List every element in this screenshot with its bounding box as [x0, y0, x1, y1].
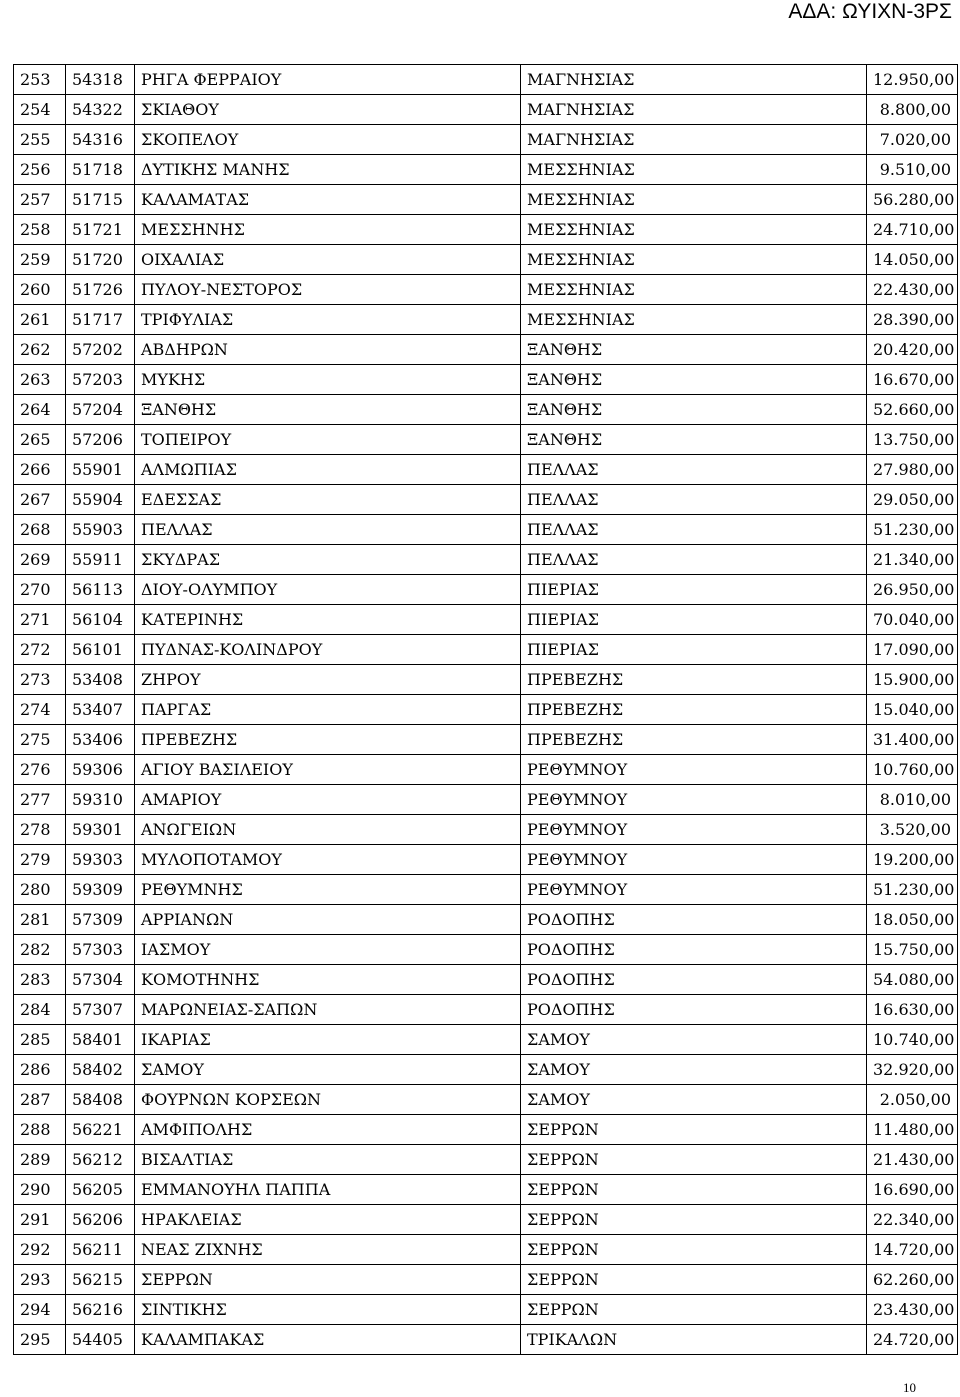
municipality-name-cell: ΠΑΡΓΑΣ [135, 695, 521, 725]
table-row [14, 515, 958, 545]
amount-cell: 20.420,00 [867, 335, 958, 365]
municipality-code-cell: 51718 [66, 155, 135, 185]
amount-cell: 24.720,00 [867, 1325, 958, 1355]
municipality-name-cell: ΣΕΡΡΩΝ [135, 1265, 521, 1295]
amount-cell: 31.400,00 [867, 725, 958, 755]
prefecture-cell: ΜΕΣΣΗΝΙΑΣ [521, 155, 867, 185]
row-number-cell: 283 [14, 965, 66, 995]
row-number-cell: 266 [14, 455, 66, 485]
municipality-name-cell: ΗΡΑΚΛΕΙΑΣ [135, 1205, 521, 1235]
amount-cell: 70.040,00 [867, 605, 958, 635]
prefecture-cell: ΜΑΓΝΗΣΙΑΣ [521, 95, 867, 125]
row-number-cell: 260 [14, 275, 66, 305]
amount-cell: 16.670,00 [867, 365, 958, 395]
table-row [14, 185, 958, 215]
prefecture-cell: ΡΕΘΥΜΝΟΥ [521, 875, 867, 905]
row-number-cell: 270 [14, 575, 66, 605]
row-number-cell: 269 [14, 545, 66, 575]
table-row [14, 635, 958, 665]
municipality-name-cell: ΡΗΓΑ ΦΕΡΡΑΙΟΥ [135, 65, 521, 95]
municipality-code-cell: 53407 [66, 695, 135, 725]
municipality-name-cell: ΔΙΟΥ-ΟΛΥΜΠΟΥ [135, 575, 521, 605]
municipality-name-cell: ΦΟΥΡΝΩΝ ΚΟΡΣΕΩΝ [135, 1085, 521, 1115]
amount-cell: 11.480,00 [867, 1115, 958, 1145]
table-row [14, 335, 958, 365]
row-number-cell: 265 [14, 425, 66, 455]
municipality-name-cell: ΙΑΣΜΟΥ [135, 935, 521, 965]
table-row [14, 1115, 958, 1145]
prefecture-cell: ΣΑΜΟΥ [521, 1055, 867, 1085]
row-number-cell: 277 [14, 785, 66, 815]
prefecture-cell: ΡΟΔΟΠΗΣ [521, 995, 867, 1025]
table-row [14, 785, 958, 815]
row-number-cell: 288 [14, 1115, 66, 1145]
municipality-name-cell: ΕΜΜΑΝΟΥΗΛ ΠΑΠΠΑ [135, 1175, 521, 1205]
table-row [14, 425, 958, 455]
table-row [14, 875, 958, 905]
municipality-name-cell: ΔΥΤΙΚΗΣ ΜΑΝΗΣ [135, 155, 521, 185]
table-row [14, 1265, 958, 1295]
municipality-code-cell: 51721 [66, 215, 135, 245]
prefecture-cell: ΠΕΛΛΑΣ [521, 545, 867, 575]
municipality-code-cell: 55903 [66, 515, 135, 545]
prefecture-cell: ΠΡΕΒΕΖΗΣ [521, 725, 867, 755]
municipality-name-cell: ΣΚΙΑΘΟΥ [135, 95, 521, 125]
municipality-name-cell: ΒΙΣΑΛΤΙΑΣ [135, 1145, 521, 1175]
row-number-cell: 281 [14, 905, 66, 935]
prefecture-cell: ΜΑΓΝΗΣΙΑΣ [521, 65, 867, 95]
amount-cell: 15.750,00 [867, 935, 958, 965]
municipality-name-cell: ΣΚΥΔΡΑΣ [135, 545, 521, 575]
municipality-code-cell: 59301 [66, 815, 135, 845]
row-number-cell: 294 [14, 1295, 66, 1325]
row-number-cell: 295 [14, 1325, 66, 1355]
municipality-code-cell: 51726 [66, 275, 135, 305]
municipality-name-cell: ΠΥΔΝΑΣ-ΚΟΛΙΝΔΡΟΥ [135, 635, 521, 665]
prefecture-cell: ΠΙΕΡΙΑΣ [521, 635, 867, 665]
municipality-name-cell: ΑΝΩΓΕΙΩΝ [135, 815, 521, 845]
amount-cell: 51.230,00 [867, 515, 958, 545]
prefecture-cell: ΡΟΔΟΠΗΣ [521, 935, 867, 965]
prefecture-cell: ΣΑΜΟΥ [521, 1025, 867, 1055]
amount-cell: 56.280,00 [867, 185, 958, 215]
municipality-name-cell: ΚΑΤΕΡΙΝΗΣ [135, 605, 521, 635]
row-number-cell: 276 [14, 755, 66, 785]
municipality-code-cell: 56206 [66, 1205, 135, 1235]
row-number-cell: 253 [14, 65, 66, 95]
municipality-name-cell: ΝΕΑΣ ΖΙΧΝΗΣ [135, 1235, 521, 1265]
municipality-name-cell: ΣΙΝΤΙΚΗΣ [135, 1295, 521, 1325]
prefecture-cell: ΠΙΕΡΙΑΣ [521, 575, 867, 605]
table-row [14, 605, 958, 635]
municipality-name-cell: ΟΙΧΑΛΙΑΣ [135, 245, 521, 275]
municipality-code-cell: 53406 [66, 725, 135, 755]
table-row [14, 125, 958, 155]
prefecture-cell: ΡΕΘΥΜΝΟΥ [521, 845, 867, 875]
table-row [14, 1205, 958, 1235]
amount-cell: 10.760,00 [867, 755, 958, 785]
prefecture-cell: ΡΕΘΥΜΝΟΥ [521, 785, 867, 815]
table-row [14, 1325, 958, 1355]
amount-cell: 8.010,00 [867, 785, 958, 815]
row-number-cell: 292 [14, 1235, 66, 1265]
prefecture-cell: ΣΕΡΡΩΝ [521, 1145, 867, 1175]
amount-cell: 32.920,00 [867, 1055, 958, 1085]
municipality-name-cell: ΑΜΑΡΙΟΥ [135, 785, 521, 815]
prefecture-cell: ΡΕΘΥΜΝΟΥ [521, 755, 867, 785]
municipality-name-cell: ΚΑΛΑΜΑΤΑΣ [135, 185, 521, 215]
row-number-cell: 289 [14, 1145, 66, 1175]
row-number-cell: 268 [14, 515, 66, 545]
table-row [14, 275, 958, 305]
municipality-name-cell: ΙΚΑΡΙΑΣ [135, 1025, 521, 1055]
municipality-name-cell: ΖΗΡΟΥ [135, 665, 521, 695]
municipality-code-cell: 56215 [66, 1265, 135, 1295]
prefecture-cell: ΠΡΕΒΕΖΗΣ [521, 695, 867, 725]
table-row [14, 395, 958, 425]
row-number-cell: 271 [14, 605, 66, 635]
municipality-code-cell: 57307 [66, 995, 135, 1025]
amount-cell: 7.020,00 [867, 125, 958, 155]
municipality-code-cell: 55901 [66, 455, 135, 485]
amount-cell: 14.720,00 [867, 1235, 958, 1265]
row-number-cell: 255 [14, 125, 66, 155]
table-row [14, 575, 958, 605]
row-number-cell: 291 [14, 1205, 66, 1235]
row-number-cell: 267 [14, 485, 66, 515]
amount-cell: 10.740,00 [867, 1025, 958, 1055]
ada-code: ΑΔΑ: ΩΥΙΧΝ-3ΡΣ [788, 0, 952, 23]
municipality-name-cell: ΡΕΘΥΜΝΗΣ [135, 875, 521, 905]
row-number-cell: 282 [14, 935, 66, 965]
table-row [14, 95, 958, 125]
table-row [14, 1295, 958, 1325]
municipality-code-cell: 57204 [66, 395, 135, 425]
prefecture-cell: ΜΕΣΣΗΝΙΑΣ [521, 305, 867, 335]
row-number-cell: 274 [14, 695, 66, 725]
prefecture-cell: ΞΑΝΘΗΣ [521, 425, 867, 455]
prefecture-cell: ΣΕΡΡΩΝ [521, 1295, 867, 1325]
municipality-code-cell: 56216 [66, 1295, 135, 1325]
prefecture-cell: ΣΕΡΡΩΝ [521, 1115, 867, 1145]
prefecture-cell: ΠΡΕΒΕΖΗΣ [521, 665, 867, 695]
table-row [14, 485, 958, 515]
prefecture-cell: ΠΙΕΡΙΑΣ [521, 605, 867, 635]
municipality-name-cell: ΠΥΛΟΥ-ΝΕΣΤΟΡΟΣ [135, 275, 521, 305]
prefecture-cell: ΡΕΘΥΜΝΟΥ [521, 815, 867, 845]
table-row [14, 1145, 958, 1175]
municipality-code-cell: 56211 [66, 1235, 135, 1265]
municipality-name-cell: ΤΟΠΕΙΡΟΥ [135, 425, 521, 455]
amount-cell: 16.630,00 [867, 995, 958, 1025]
table-row [14, 905, 958, 935]
municipality-code-cell: 56104 [66, 605, 135, 635]
amount-cell: 18.050,00 [867, 905, 958, 935]
municipality-name-cell: ΚΟΜΟΤΗΝΗΣ [135, 965, 521, 995]
amount-cell: 26.950,00 [867, 575, 958, 605]
municipality-code-cell: 57304 [66, 965, 135, 995]
row-number-cell: 287 [14, 1085, 66, 1115]
table-row [14, 965, 958, 995]
amount-cell: 17.090,00 [867, 635, 958, 665]
municipality-name-cell: ΞΑΝΘΗΣ [135, 395, 521, 425]
table-row [14, 1055, 958, 1085]
municipality-code-cell: 56212 [66, 1145, 135, 1175]
municipality-code-cell: 58408 [66, 1085, 135, 1115]
amount-cell: 21.340,00 [867, 545, 958, 575]
amount-cell: 3.520,00 [867, 815, 958, 845]
amount-cell: 13.750,00 [867, 425, 958, 455]
municipality-name-cell: ΜΕΣΣΗΝΗΣ [135, 215, 521, 245]
municipality-name-cell: ΕΔΕΣΣΑΣ [135, 485, 521, 515]
municipality-name-cell: ΜΥΚΗΣ [135, 365, 521, 395]
municipality-code-cell: 56113 [66, 575, 135, 605]
amount-cell: 28.390,00 [867, 305, 958, 335]
table-row [14, 1085, 958, 1115]
allocation-table [13, 64, 958, 1355]
amount-cell: 19.200,00 [867, 845, 958, 875]
prefecture-cell: ΣΑΜΟΥ [521, 1085, 867, 1115]
municipality-name-cell: ΜΥΛΟΠΟΤΑΜΟΥ [135, 845, 521, 875]
prefecture-cell: ΣΕΡΡΩΝ [521, 1235, 867, 1265]
row-number-cell: 262 [14, 335, 66, 365]
amount-cell: 52.660,00 [867, 395, 958, 425]
municipality-code-cell: 57303 [66, 935, 135, 965]
municipality-code-cell: 53408 [66, 665, 135, 695]
municipality-code-cell: 57309 [66, 905, 135, 935]
amount-cell: 12.950,00 [867, 65, 958, 95]
row-number-cell: 272 [14, 635, 66, 665]
amount-cell: 8.800,00 [867, 95, 958, 125]
amount-cell: 23.430,00 [867, 1295, 958, 1325]
municipality-name-cell: ΑΡΡΙΑΝΩΝ [135, 905, 521, 935]
prefecture-cell: ΣΕΡΡΩΝ [521, 1175, 867, 1205]
amount-cell: 15.040,00 [867, 695, 958, 725]
municipality-code-cell: 59309 [66, 875, 135, 905]
prefecture-cell: ΠΕΛΛΑΣ [521, 455, 867, 485]
prefecture-cell: ΜΕΣΣΗΝΙΑΣ [521, 215, 867, 245]
municipality-code-cell: 56101 [66, 635, 135, 665]
prefecture-cell: ΣΕΡΡΩΝ [521, 1205, 867, 1235]
municipality-name-cell: ΠΕΛΛΑΣ [135, 515, 521, 545]
municipality-code-cell: 54316 [66, 125, 135, 155]
table-row [14, 215, 958, 245]
amount-cell: 15.900,00 [867, 665, 958, 695]
municipality-code-cell: 58401 [66, 1025, 135, 1055]
page-number: 10 [903, 1380, 916, 1395]
table-row [14, 665, 958, 695]
table-row [14, 815, 958, 845]
municipality-code-cell: 59310 [66, 785, 135, 815]
row-number-cell: 263 [14, 365, 66, 395]
amount-cell: 22.340,00 [867, 1205, 958, 1235]
municipality-code-cell: 51720 [66, 245, 135, 275]
amount-cell: 54.080,00 [867, 965, 958, 995]
municipality-code-cell: 57203 [66, 365, 135, 395]
prefecture-cell: ΡΟΔΟΠΗΣ [521, 905, 867, 935]
amount-cell: 16.690,00 [867, 1175, 958, 1205]
municipality-name-cell: ΤΡΙΦΥΛΙΑΣ [135, 305, 521, 335]
table-row [14, 1235, 958, 1265]
municipality-name-cell: ΚΑΛΑΜΠΑΚΑΣ [135, 1325, 521, 1355]
table-row [14, 365, 958, 395]
municipality-code-cell: 51717 [66, 305, 135, 335]
table-row [14, 305, 958, 335]
municipality-name-cell: ΑΒΔΗΡΩΝ [135, 335, 521, 365]
municipality-code-cell: 54322 [66, 95, 135, 125]
municipality-code-cell: 59306 [66, 755, 135, 785]
prefecture-cell: ΠΕΛΛΑΣ [521, 485, 867, 515]
table-row [14, 65, 958, 95]
row-number-cell: 261 [14, 305, 66, 335]
municipality-code-cell: 55904 [66, 485, 135, 515]
table-row [14, 245, 958, 275]
municipality-name-cell: ΣΚΟΠΕΛΟΥ [135, 125, 521, 155]
row-number-cell: 264 [14, 395, 66, 425]
row-number-cell: 257 [14, 185, 66, 215]
prefecture-cell: ΡΟΔΟΠΗΣ [521, 965, 867, 995]
amount-cell: 27.980,00 [867, 455, 958, 485]
amount-cell: 14.050,00 [867, 245, 958, 275]
municipality-name-cell: ΑΜΦΙΠΟΛΗΣ [135, 1115, 521, 1145]
municipality-code-cell: 56205 [66, 1175, 135, 1205]
row-number-cell: 284 [14, 995, 66, 1025]
municipality-code-cell: 59303 [66, 845, 135, 875]
row-number-cell: 286 [14, 1055, 66, 1085]
municipality-code-cell: 58402 [66, 1055, 135, 1085]
amount-cell: 21.430,00 [867, 1145, 958, 1175]
amount-cell: 62.260,00 [867, 1265, 958, 1295]
row-number-cell: 280 [14, 875, 66, 905]
table-row [14, 545, 958, 575]
municipality-name-cell: ΑΓΙΟΥ ΒΑΣΙΛΕΙΟΥ [135, 755, 521, 785]
municipality-code-cell: 55911 [66, 545, 135, 575]
table-row [14, 725, 958, 755]
prefecture-cell: ΜΑΓΝΗΣΙΑΣ [521, 125, 867, 155]
municipality-code-cell: 57202 [66, 335, 135, 365]
row-number-cell: 259 [14, 245, 66, 275]
prefecture-cell: ΞΑΝΘΗΣ [521, 365, 867, 395]
row-number-cell: 275 [14, 725, 66, 755]
table-row [14, 455, 958, 485]
table-row [14, 1025, 958, 1055]
row-number-cell: 285 [14, 1025, 66, 1055]
row-number-cell: 293 [14, 1265, 66, 1295]
prefecture-cell: ΜΕΣΣΗΝΙΑΣ [521, 245, 867, 275]
table-row [14, 845, 958, 875]
row-number-cell: 273 [14, 665, 66, 695]
prefecture-cell: ΜΕΣΣΗΝΙΑΣ [521, 185, 867, 215]
municipality-code-cell: 54405 [66, 1325, 135, 1355]
table-row [14, 695, 958, 725]
prefecture-cell: ΞΑΝΘΗΣ [521, 395, 867, 425]
row-number-cell: 279 [14, 845, 66, 875]
amount-cell: 51.230,00 [867, 875, 958, 905]
municipality-code-cell: 51715 [66, 185, 135, 215]
table-body [14, 65, 958, 1355]
municipality-code-cell: 57206 [66, 425, 135, 455]
municipality-name-cell: ΣΑΜΟΥ [135, 1055, 521, 1085]
row-number-cell: 258 [14, 215, 66, 245]
municipality-name-cell: ΑΛΜΩΠΙΑΣ [135, 455, 521, 485]
table-row [14, 155, 958, 185]
table-row [14, 995, 958, 1025]
row-number-cell: 254 [14, 95, 66, 125]
municipality-code-cell: 56221 [66, 1115, 135, 1145]
amount-cell: 9.510,00 [867, 155, 958, 185]
table-row [14, 935, 958, 965]
amount-cell: 22.430,00 [867, 275, 958, 305]
amount-cell: 24.710,00 [867, 215, 958, 245]
municipality-code-cell: 54318 [66, 65, 135, 95]
row-number-cell: 278 [14, 815, 66, 845]
row-number-cell: 290 [14, 1175, 66, 1205]
row-number-cell: 256 [14, 155, 66, 185]
prefecture-cell: ΤΡΙΚΑΛΩΝ [521, 1325, 867, 1355]
prefecture-cell: ΜΕΣΣΗΝΙΑΣ [521, 275, 867, 305]
prefecture-cell: ΠΕΛΛΑΣ [521, 515, 867, 545]
municipality-name-cell: ΜΑΡΩΝΕΙΑΣ-ΣΑΠΩΝ [135, 995, 521, 1025]
prefecture-cell: ΞΑΝΘΗΣ [521, 335, 867, 365]
amount-cell: 29.050,00 [867, 485, 958, 515]
prefecture-cell: ΣΕΡΡΩΝ [521, 1265, 867, 1295]
table-row [14, 1175, 958, 1205]
table-row [14, 755, 958, 785]
amount-cell: 2.050,00 [867, 1085, 958, 1115]
municipality-name-cell: ΠΡΕΒΕΖΗΣ [135, 725, 521, 755]
